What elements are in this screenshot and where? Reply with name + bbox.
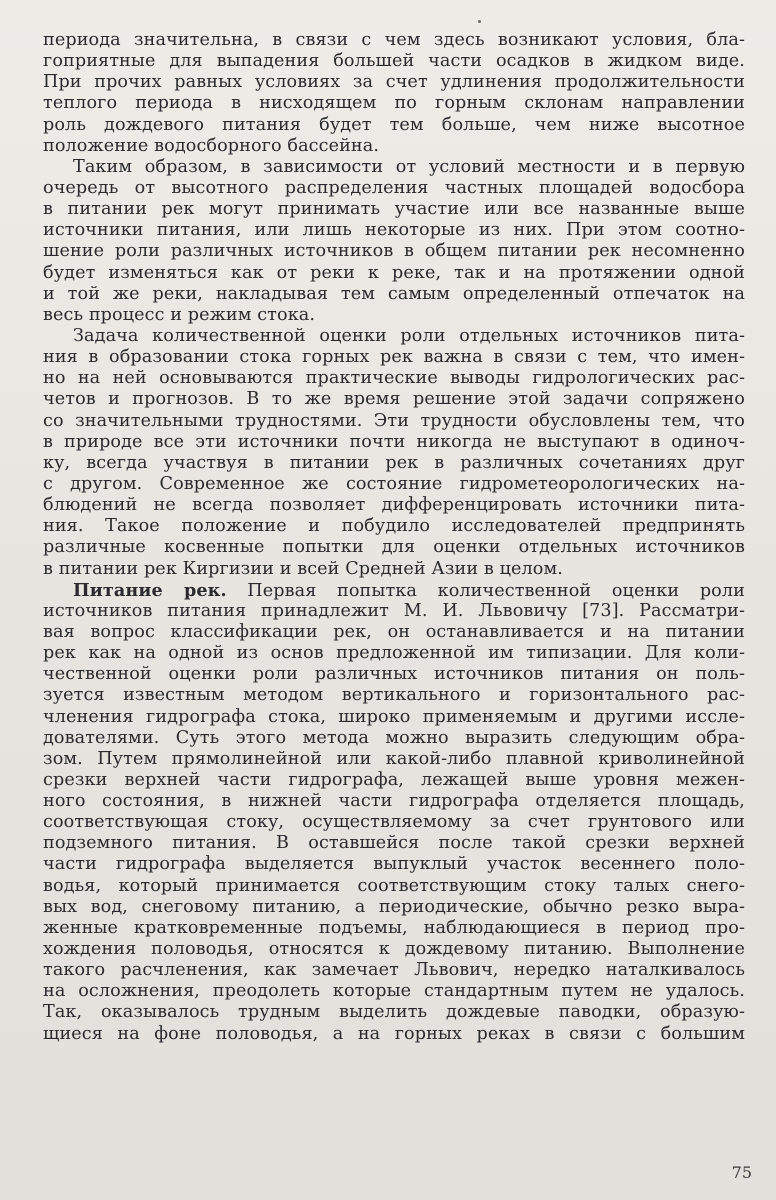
text-line [43,157,745,178]
text-line-content: ного состояния, в нижней части гидрографа отделяется площадь, [43,791,745,812]
text-line-content: положение водосборного бассейна. [43,135,380,156]
text-line-content: ния в образовании стока горных рек важна в связи с тем, что имен- [43,347,745,368]
text-line [43,580,745,601]
text-line [43,1002,745,1023]
text-line [43,770,745,791]
text-line [43,432,745,453]
text-line [43,284,745,305]
text-line-content: женные кратковременные подъемы, наблюдающиеся в период про- [43,917,745,938]
text-line-content: такого расчленения, как замечает Львович, нередко наталкивалось [43,960,745,981]
text-line-content: ку, всегда участвуя в питании рек в различных сочетаниях друг [43,452,745,473]
text-line-content: вая вопрос классификации рек, он останавливается и на питании [43,621,745,642]
text-line [43,220,745,241]
text-line-content: рек как на одной из основ предложенной им типизации. Для коли- [43,643,745,664]
text-line-content: членения гидрографа стока, широко применяемым и другими иссле- [43,706,745,727]
text-line [43,51,745,72]
text-line [43,1024,745,1045]
text-line [43,559,745,580]
text-line [43,368,745,389]
text-line [43,876,745,897]
text-line-content: источников питания принадлежит М. И. Львовичу [73]. Рассматри- [43,600,745,621]
text-line [43,664,745,685]
text-line-content: четов и прогнозов. В то же время решение этой задачи сопряжено [43,389,745,410]
text-line [43,707,745,728]
print-speck [478,20,481,23]
text-line [43,453,745,474]
text-line-content: различные косвенные попытки для оценки отдельных источников [43,537,745,558]
body-text [43,30,745,1045]
text-line-content: соответствующая стоку, осуществляемому за счет грунтового или [43,812,745,833]
text-line [43,178,745,199]
text-line-content: Таким образом, в зависимости от условий местности и в первую [73,156,745,177]
text-line-content: ния. Такое положение и побудило исследователей предпринять [43,516,745,537]
text-line [43,643,745,664]
text-line [43,474,745,495]
text-line [43,263,745,284]
text-line [43,622,745,643]
text-line-content: гоприятные для выпадения большей части осадков в жидком виде. [43,51,745,72]
text-line [43,537,745,558]
text-line-content: При прочих равных условиях за счет удлинения продолжительности [43,72,745,93]
text-line [43,93,745,114]
text-line-content: зуется известным методом вертикального и горизонтального рас- [43,685,745,706]
text-line-content: в питании рек Киргизии и всей Средней Азии в целом. [43,558,563,579]
text-line [43,411,745,432]
text-line [43,728,745,749]
text-line [43,199,745,220]
text-line-content: Первая попытка количественной оценки роли [226,580,745,601]
text-line [43,347,745,368]
text-line-content: Задача количественной оценки роли отдельных источников пита- [73,325,745,346]
text-line-content: части гидрографа выделяется выпуклый участок весеннего поло- [43,854,745,875]
text-line-content: будет изменяться как от реки к реке, так и на протяжении одной [43,262,745,283]
text-line [43,918,745,939]
text-line [43,30,745,51]
text-line [43,791,745,812]
section-heading: Питание рек. [73,579,227,601]
text-line [43,72,745,93]
text-line-content: весь процесс и режим стока. [43,304,316,325]
text-line [43,749,745,770]
text-line [43,897,745,918]
text-line-content: на осложнения, преодолеть которые стандартным путем не удалось. [43,981,745,1002]
text-line [43,833,745,854]
text-line-content: подземного питания. В оставшейся после такой срезки верхней [43,833,745,854]
text-line-content: теплого периода в нисходящем по горным склонам направлении [43,93,745,114]
text-line [43,960,745,981]
text-line-content: очередь от высотного распределения частных площадей водосбора [43,177,745,198]
text-line [43,812,745,833]
text-line [43,495,745,516]
text-line-content: с другом. Современное же состояние гидрометеорологических на- [43,473,745,494]
text-line-content: источники питания, или лишь некоторые из них. При этом соотно- [43,220,745,241]
text-line-content: зом. Путем прямолинейной или какой-либо плавной криволинейной [43,748,745,769]
text-line-content: роль дождевого питания будет тем больше, чем ниже высотное [43,114,745,135]
text-line-content: чественной оценки роли различных источников питания он поль- [43,664,745,685]
text-line-content: в питании рек могут принимать участие или все названные выше [43,199,745,220]
text-line-content: водья, который принимается соответствующим стоку талых снего- [43,875,745,896]
text-line [43,516,745,537]
text-line-content: вых вод, снеговому питанию, а периодические, обычно резко выра- [43,896,745,917]
text-line-content: щиеся на фоне половодья, а на горных реках в связи с большим [43,1023,745,1044]
text-line [43,854,745,875]
text-line [43,326,745,347]
text-line-content: со значительными трудностями. Эти трудности обусловлены тем, что [43,410,745,431]
text-line-content: шение роли различных источников в общем питании рек несомненно [43,241,745,262]
page-number: 75 [731,1163,752,1182]
text-line-content: Так, оказывалось трудным выделить дождевые паводки, образую- [43,1002,745,1023]
text-line [43,305,745,326]
text-line-content: срезки верхней части гидрографа, лежащей выше уровня межен- [43,769,745,790]
text-line [43,685,745,706]
text-line-content: и той же реки, накладывая тем самым определенный отпечаток на [43,283,745,304]
text-line [43,981,745,1002]
text-line-content: блюдений не всегда позволяет дифференцировать источники пита- [43,495,745,516]
text-line-content: в природе все эти источники почти никогда не выступают в одиноч- [43,431,745,452]
text-line-content: дователями. Суть этого метода можно выразить следующим обра- [43,727,745,748]
text-line [43,939,745,960]
text-line [43,136,745,157]
text-line [43,241,745,262]
text-line-content: но на ней основываются практические выводы гидрологических рас- [43,368,745,389]
text-line-content: периода значительна, в связи с чем здесь возникают условия, бла- [43,30,745,50]
text-line [43,601,745,622]
text-line [43,389,745,410]
text-line [43,115,745,136]
text-line-content: хождения половодья, относятся к дождевому питанию. Выполнение [43,939,745,960]
